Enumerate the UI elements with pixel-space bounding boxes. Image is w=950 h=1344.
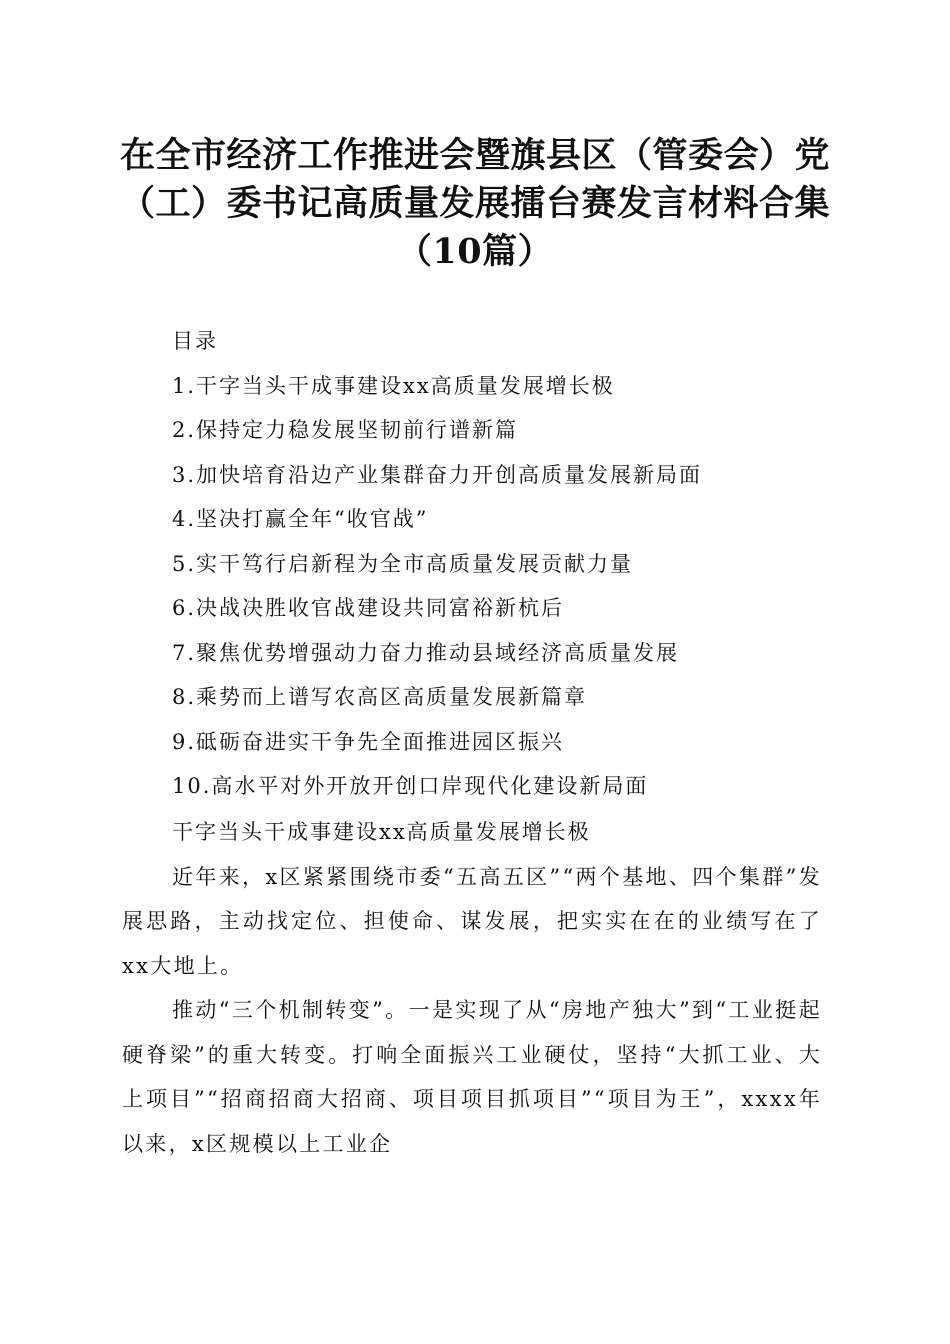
- title-line-1: 在全市经济工作推进会暨旗县区（管委会）党: [119, 135, 830, 176]
- toc-item: 2.保持定力稳发展坚韧前行谱新篇: [172, 418, 519, 442]
- title-line-3: （10篇）: [396, 231, 554, 272]
- toc-list: [172, 364, 852, 809]
- title-line-2: （工）委书记高质量发展擂台赛发言材料合集: [119, 183, 830, 224]
- toc-item: 1.干字当头干成事建设xx高质量发展增长极: [172, 373, 615, 398]
- section-title: 干字当头干成事建设xx高质量发展增长极: [172, 820, 591, 844]
- toc-item: 8.乘势而上谱写农高区高质量发展新篇章: [172, 685, 588, 709]
- paragraph: 近年来，x区紧紧围绕市委“五高五区”“两个基地、四个集群”发展思路，主动找定位、担使命、谋发展，把实实在在的业绩写在了xx大地上。: [122, 864, 822, 978]
- toc-item: 4.坚决打赢全年“收官战”: [172, 507, 429, 531]
- paragraph: 推动“三个机制转变”。一是实现了从“房地产独大”到“工业挺起硬脊梁”的重大转变。打响全面振兴工业硬仗，坚持“大抓工业、大上项目”“招商招商大招商、项目项目抓项目”“项目为王”，xxxx年以来，x区规模以上工业企: [122, 998, 822, 1156]
- toc-item: 6.决战决胜收官战建设共同富裕新杭后: [172, 596, 565, 620]
- document-title: [100, 132, 850, 276]
- document-body: [122, 810, 822, 1166]
- table-of-contents: [172, 319, 852, 809]
- toc-item: 5.实干笃行启新程为全市高质量发展贡献力量: [172, 551, 634, 576]
- toc-item: 7.聚焦优势增强动力奋力推动县域经济高质量发展: [172, 640, 680, 665]
- toc-item: 9.砥砺奋进实干争先全面推进园区振兴: [172, 729, 565, 754]
- toc-item: 10.高水平对外开放开创口岸现代化建设新局面: [172, 774, 649, 798]
- toc-heading: 目录: [172, 329, 218, 353]
- toc-item: 3.加快培育沿边产业集群奋力开创高质量发展新局面: [172, 462, 703, 487]
